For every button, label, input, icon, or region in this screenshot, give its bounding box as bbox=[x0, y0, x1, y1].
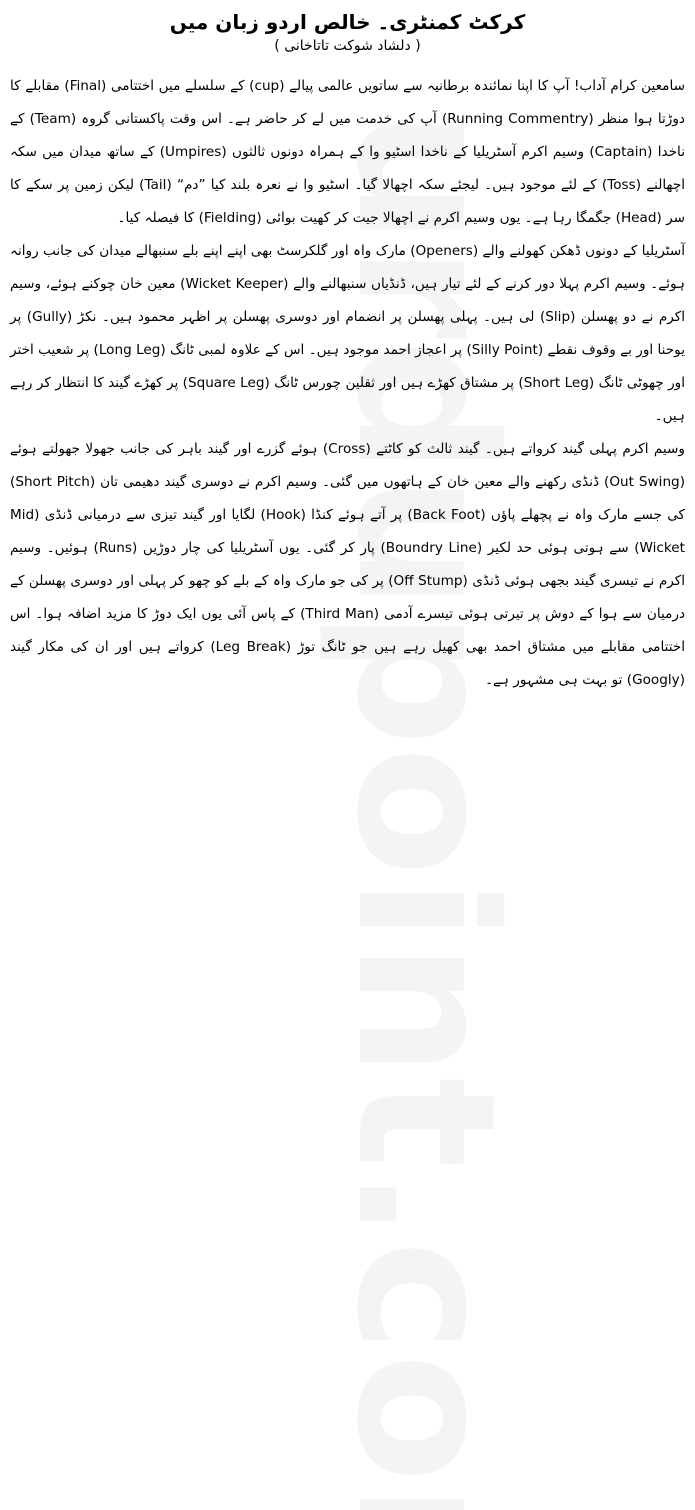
paragraph-1: سامعین کرام آداب! آپ کا اپنا نمائندہ برطانیہ سے ساتویں عالمی پیالے (cup) کے سلسلے میں اختتامی (Final) مقابلے کا دوڑتا ہوا منظر (Running Commentry) آپ کی خدمت میں لے کر حاضر ہے۔ اس وقت پاکستانی گروہ (Team) کے ناخدا (Captain) وسیم اکرم آسٹریلیا کے ناخدا اسٹیو وا کے ہمراہ دونوں ثالثوں (Umpires) کے ساتھ میدان میں سکہ اچھالنے (Toss) کے لئے موجود ہیں۔ لیجئے سکہ اچھالا گیا۔ اسٹیو وا نے نعرہ بلند کیا ”دم“ (Tail) لیکن زمین پر سکے کا سر (Head) جگمگا رہا ہے۔ یوں وسیم اکرم نے اچھالا جیت کر کھیت بوائی (Fielding) کا فیصلہ کیا۔ bbox=[10, 78, 685, 226]
paragraph-3: وسیم اکرم پہلی گیند کرواتے ہیں۔ گیند ثالث کو کاٹتے (Cross) ہوئے گزرے اور گیند باہر کی جانب جھولا جھولتے ہوئے (Out Swing) ڈنڈی رکھنے والے معین خان کے ہاتھوں میں گئی۔ وسیم اکرم نے دوسری گیند دھیمی تان (Short Pitch) کی جسے مارک واہ نے پچھلے پاؤں (Back Foot) پر آتے ہوئے کنڈا (Hook) لگایا اور گیند تیزی سے درمیانی ڈنڈی (Mid Wicket) سے ہوتی ہوئی حد لکیر (Boundry Line) پار کر گئی۔ یوں آسٹریلیا کی چار دوڑیں (Runs) ہوئیں۔ وسیم اکرم نے تیسری گیند بجھی ہوئی ڈنڈی (Off Stump) پر کی جو مارک واہ کے بلے کو چھو کر پہلی اور دوسری پھسلن کے درمیان سے ہوا کے دوش پر تیرتی ہوئی تیسرے آدمی (Third Man) کے پاس آئی یوں ایک دوڑ کا مزید اضافہ ہوا۔ اس اختتامی مقابلے میں مشتاق احمد بھی کھیل رہے ہیں جو ٹانگ توڑ (Leg Break) کرواتے ہیں اور ان کی مکار گیند (Googly) تو بہت ہی مشہور ہے۔ bbox=[10, 441, 686, 688]
article-title: کرکٹ کمنٹری۔ خالص اردو زبان میں bbox=[169, 10, 526, 34]
paragraph-2: آسٹریلیا کے دونوں ڈھکن کھولنے والے (Openers) مارک واہ اور گلکرسٹ بھی اپنے اپنے بلے سنبھالے میدان کی جانب روانہ ہوئے۔ وسیم اکرم پہلا دور کرنے کے لئے تیار ہیں، ڈنڈیاں سنبھالنے والے (Wicket Keeper) معین خان چوکنے ہوئے، وسیم اکرم نے دو پھسلن (Slip) لی ہیں۔ پہلی پھسلن پر انضمام اور دوسری پھسلن پر اظہر محمود ہیں۔ نکڑ (Gully) پر یوحنا اور بے وقوف نقطے (Silly Point) پر اعجاز احمد موجود ہیں۔ اس کے علاوہ لمبی ٹانگ (Long Leg) پر شعیب اختر اور چھوٹی ٹانگ (Short Leg) پر مشتاق کھڑے ہیں اور ثقلین چورس ٹانگ (Square Leg) پر کھڑے گیند کا انتظار کر رہے ہیں۔ bbox=[10, 243, 685, 424]
article-author: ( دلشاد شوکت تاتاخانی ) bbox=[274, 38, 421, 54]
